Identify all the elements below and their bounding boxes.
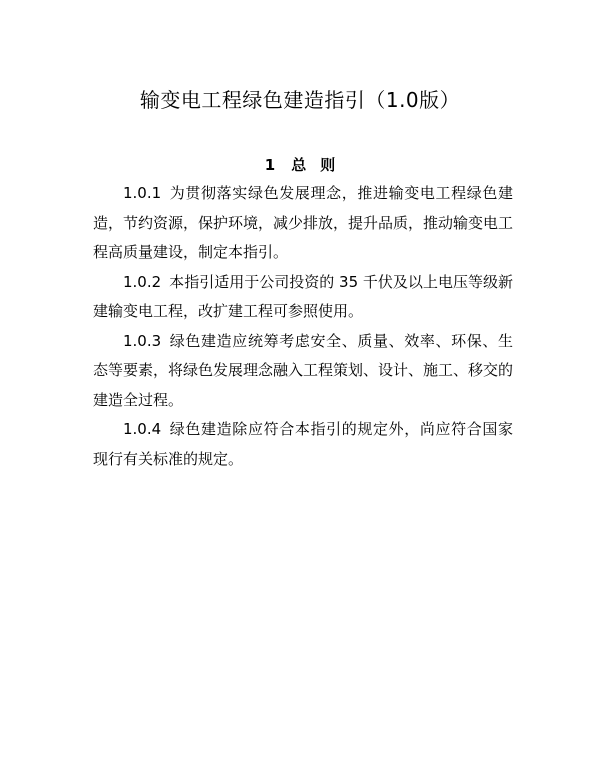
section-title-part1: 总 — [291, 156, 307, 174]
clause-number: 1.0.3 — [123, 331, 162, 350]
clause-text: 绿色建造应统筹考虑安全、质量、效率、环保、生态等要素，将绿色发展理念融入工程策划、设计、施工、移交的建造全过程。 — [93, 331, 514, 409]
clause-text: 为贯彻落实绿色发展理念，推进输变电工程绿色建造，节约资源，保护环境，减少排放，提升品质，推动输变电工程高质量建设，制定本指引。 — [93, 184, 514, 261]
document-body — [93, 179, 513, 474]
clause-paragraph — [93, 327, 513, 416]
clause-text: 绿色建造除应符合本指引的规定外，尚应符合国家现行有关标准的规定。 — [93, 420, 513, 468]
clause-number: 1.0.2 — [123, 272, 162, 291]
clause-paragraph — [93, 268, 513, 327]
section-heading — [0, 154, 600, 176]
section-number: 1 — [264, 156, 276, 174]
document-title: 输变电工程绿色建造指引（1.0版） — [139, 88, 461, 112]
section-title-part2: 则 — [320, 156, 336, 174]
clause-paragraph — [93, 415, 513, 474]
clause-text: 本指引适用于公司投资的 35 千伏及以上电压等级新建输变电工程，改扩建工程可参照使用。 — [93, 272, 513, 320]
clause-paragraph — [93, 179, 513, 268]
clause-number: 1.0.1 — [123, 184, 162, 202]
clause-number: 1.0.4 — [123, 420, 162, 438]
